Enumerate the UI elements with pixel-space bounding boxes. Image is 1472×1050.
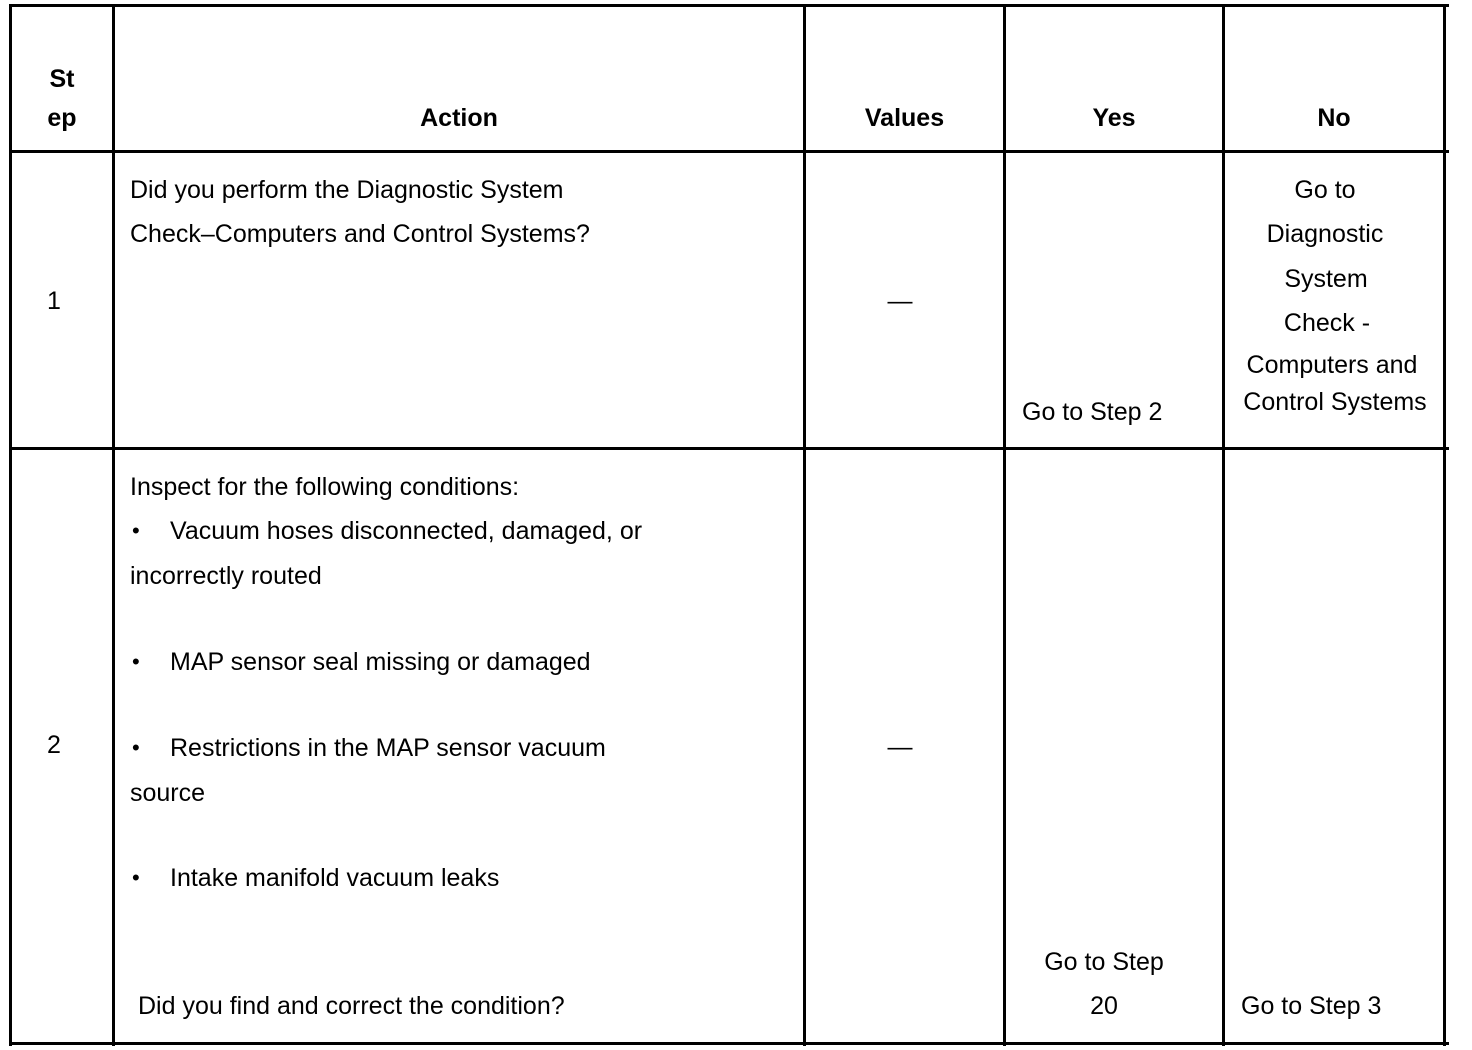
row1-no-line3: System (1284, 265, 1368, 293)
bullet-4-line1: Intake manifold vacuum leaks (170, 864, 500, 892)
bullet-4-dot: • (132, 865, 140, 890)
bullet-3-line2: source (130, 779, 206, 807)
row1-no-line2: Diagnostic (1266, 220, 1384, 248)
bullet-1-line2: incorrectly routed (130, 562, 322, 590)
row1-no-line1: Go to (1294, 176, 1356, 204)
row1-action-line1: Did you perform the Diagnostic System (130, 176, 564, 204)
header-values: Values (864, 104, 945, 132)
row1-no-line4: Check - (1283, 309, 1371, 337)
bullet-3-dot: • (132, 735, 140, 760)
bullet-2-line1: MAP sensor seal missing or damaged (170, 648, 591, 676)
header-step-line2: ep (47, 104, 77, 132)
column-divider-action (803, 4, 806, 1046)
row2-value: — (887, 733, 913, 761)
bullet-1-line1: Vacuum hoses disconnected, damaged, or (170, 517, 643, 545)
table-border-left (9, 4, 12, 1046)
header-no: No (1317, 104, 1351, 132)
header-action: Action (420, 104, 498, 132)
row2-step: 2 (47, 731, 61, 759)
column-divider-step (112, 4, 115, 1046)
row2-yes-line2: 20 (1090, 992, 1118, 1020)
bullet-3-line1: Restrictions in the MAP sensor vacuum (170, 734, 606, 762)
header-divider (9, 150, 1449, 153)
row1-yes: Go to Step 2 (1022, 398, 1163, 426)
header-step-line1: St (49, 65, 75, 93)
table-border-top (9, 4, 1449, 7)
column-divider-yes (1222, 4, 1225, 1046)
bullet-1-dot: • (132, 518, 140, 543)
row1-step: 1 (47, 287, 61, 315)
column-divider-values (1003, 4, 1006, 1046)
row1-no-line5: Computers and (1246, 351, 1418, 379)
row1-no-line6: Control Systems (1243, 388, 1427, 416)
row1-value: — (887, 287, 913, 315)
row2-action-question: Did you find and correct the condition? (138, 992, 565, 1020)
row-divider (9, 447, 1449, 450)
row2-yes-line1: Go to Step (1044, 948, 1164, 976)
row1-action-line2: Check–Computers and Control Systems? (130, 220, 590, 248)
table-border-bottom (9, 1042, 1449, 1045)
row2-action-intro: Inspect for the following conditions: (130, 473, 520, 501)
table-border-right (1443, 4, 1446, 1046)
row2-no: Go to Step 3 (1241, 992, 1382, 1020)
header-yes: Yes (1092, 104, 1136, 132)
bullet-2-dot: • (132, 649, 140, 674)
